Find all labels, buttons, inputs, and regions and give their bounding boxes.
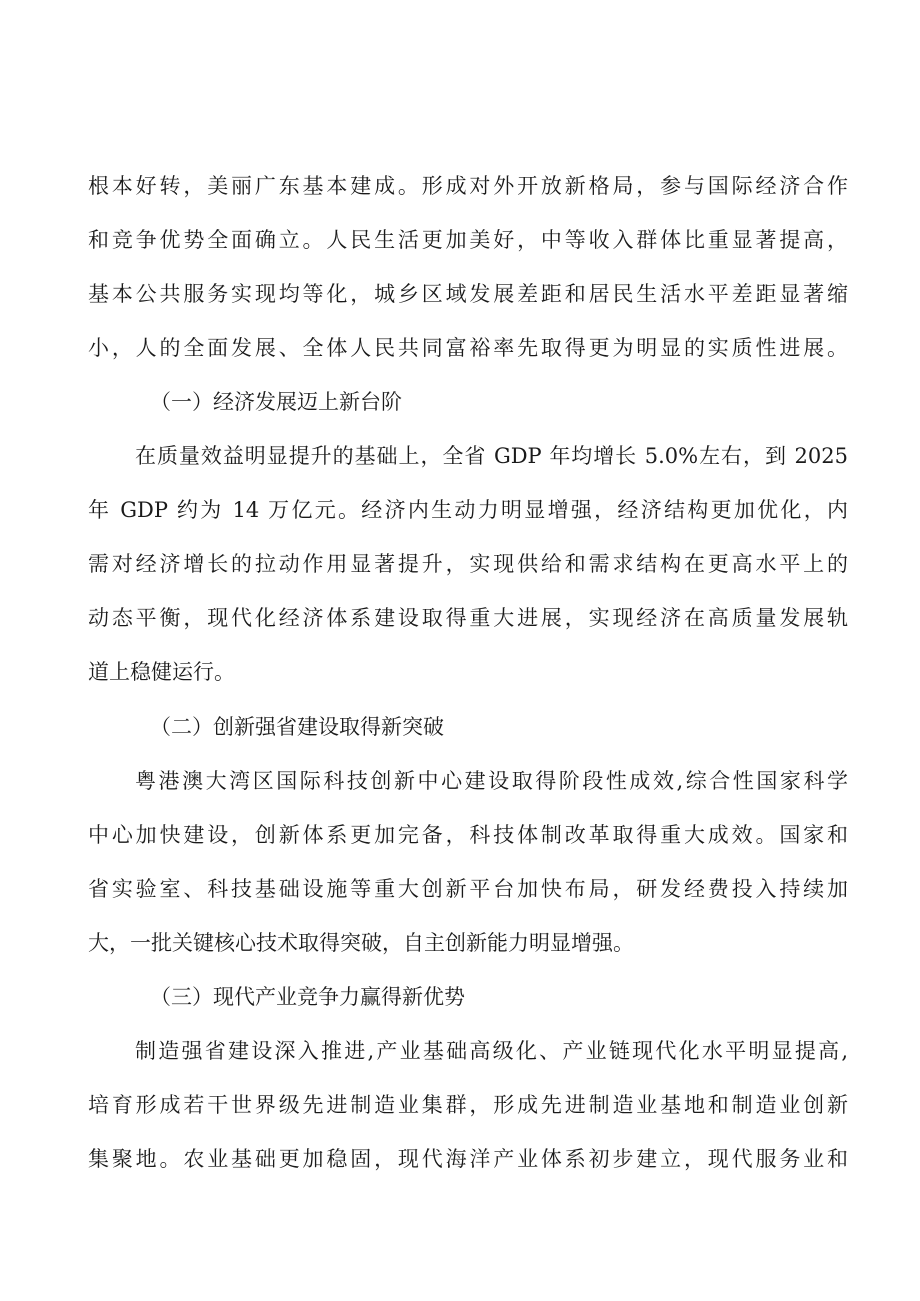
section-2-line-2: 中心加快建设，创新体系更加完备，科技体制改革取得重大成效。国家和: [88, 823, 848, 847]
section-3-line-3: 集聚地。农业基础更加稳固，现代海洋产业体系初步建立，现代服务业和: [88, 1147, 848, 1171]
section-2-line-4: 大，一批关键核心技术取得突破，自主创新能力明显增强。: [88, 931, 634, 955]
section-1-line-2: 年 GDP 约为 14 万亿元。经济内生动力明显增强，经济结构更加优化，内: [88, 498, 848, 522]
section-3-heading: （三）现代产业竞争力赢得新优势: [150, 985, 465, 1009]
intro-line-4: 小，人的全面发展、全体人民共同富裕率先取得更为明显的实质性进展。: [88, 336, 848, 360]
section-1-line-4: 动态平衡，现代化经济体系建设取得重大进展，实现经济在高质量发展轨: [88, 606, 848, 630]
section-2-heading: （二）创新强省建设取得新突破: [150, 715, 444, 739]
section-1-line-5: 道上稳健运行。: [88, 660, 235, 684]
section-1-heading: （一）经济发展迈上新台阶: [150, 390, 402, 414]
section-2-line-1: 粤港澳大湾区国际科技创新中心建设取得阶段性成效,综合性国家科学: [135, 769, 848, 793]
intro-line-2: 和竞争优势全面确立。人民生活更加美好，中等收入群体比重显著提高，: [88, 228, 848, 252]
section-2-line-3: 省实验室、科技基础设施等重大创新平台加快布局，研发经费投入持续加: [88, 877, 848, 901]
section-3-line-2: 培育形成若干世界级先进制造业集群，形成先进制造业基地和制造业创新: [88, 1093, 848, 1117]
intro-line-1: 根本好转，美丽广东基本建成。形成对外开放新格局，参与国际经济合作: [88, 174, 848, 198]
section-1-line-3: 需对经济增长的拉动作用显著提升，实现供给和需求结构在更高水平上的: [88, 552, 848, 576]
section-1-line-1: 在质量效益明显提升的基础上，全省 GDP 年均增长 5.0%左右，到 2025: [135, 444, 848, 468]
intro-line-3: 基本公共服务实现均等化，城乡区域发展差距和居民生活水平差距显著缩: [88, 282, 848, 306]
section-3-line-1: 制造强省建设深入推进,产业基础高级化、产业链现代化水平明显提高,: [135, 1039, 848, 1063]
